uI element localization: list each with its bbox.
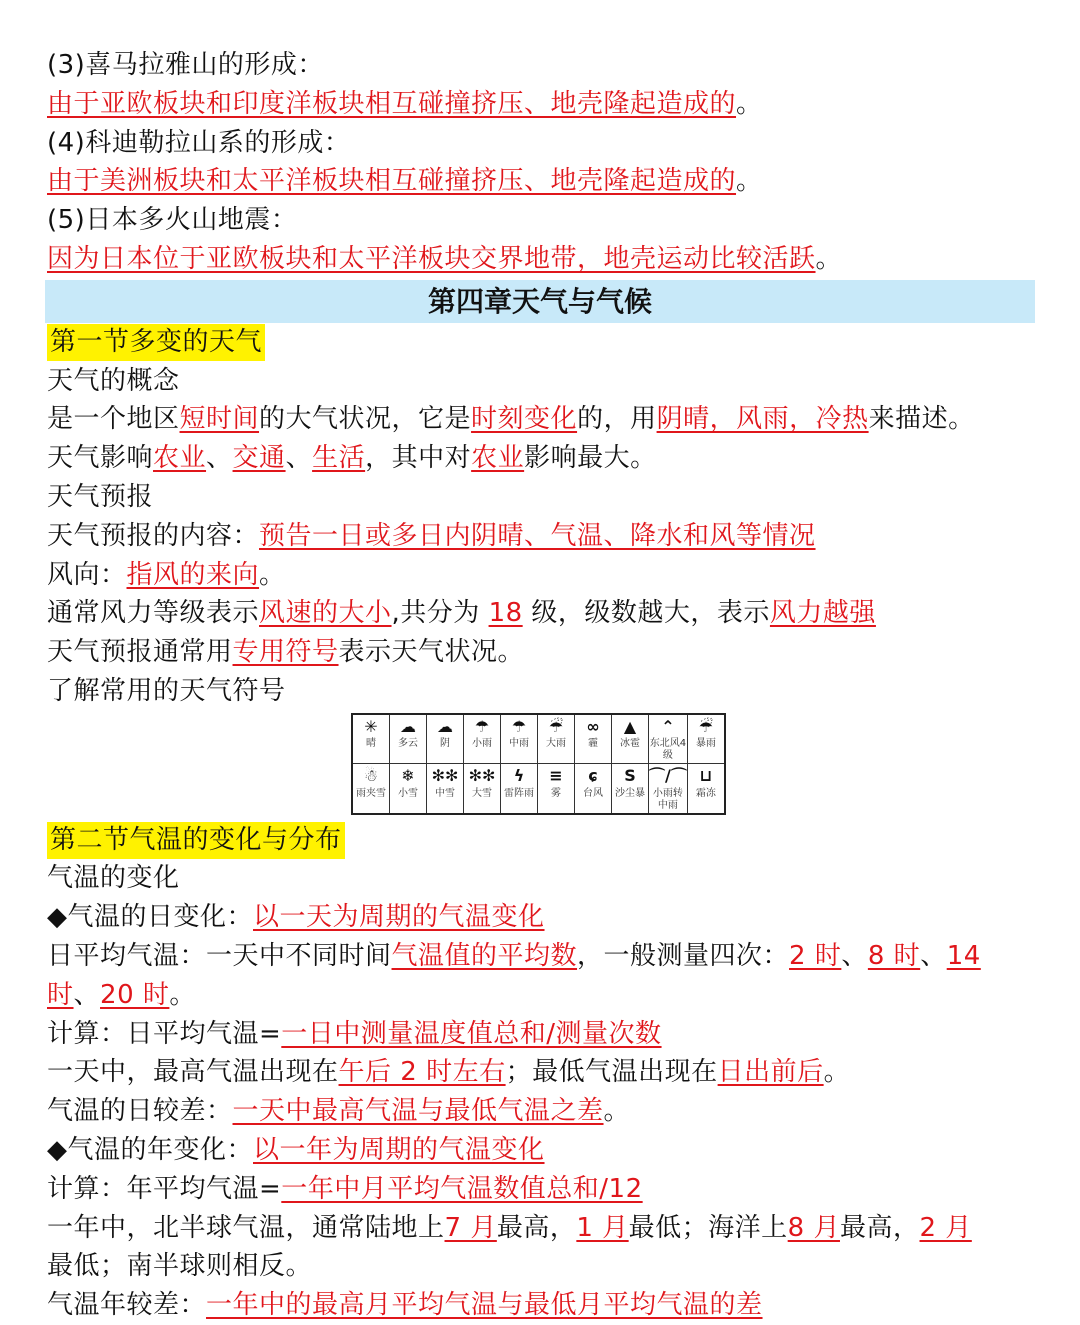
text-line [0, 898, 1080, 937]
answer-text: 一年中的最高月平均气温与最低月平均气温的差 [206, 1290, 763, 1321]
symbol-cell [390, 764, 427, 814]
answer-text: 8 时 [867, 940, 921, 971]
weather-symbol-label: 大雪 [472, 787, 492, 799]
answer-text: 由于亚欧板块和印度洋板块相互碰撞挤压、地壳隆起造成的 [47, 88, 737, 119]
symbol-cell [649, 714, 688, 764]
weather-symbol-label: 大雨 [546, 738, 566, 750]
text-line [0, 1247, 1080, 1286]
text-segment: 天气预报 [47, 481, 154, 512]
text-segment: ，其中对 [365, 443, 472, 474]
answer-text: 时刻变化 [471, 404, 578, 435]
chapter-heading [45, 280, 1035, 323]
text-segment: 。 [736, 166, 763, 197]
text-segment: (5)日本多火山地震： [47, 205, 298, 236]
weather-symbol-icon: ✻✻ [431, 766, 459, 786]
text-segment: 计算：年平均气温= [47, 1173, 282, 1204]
answer-text: 交通 [232, 443, 286, 474]
text-line [0, 439, 1080, 478]
text-line [0, 517, 1080, 556]
text-segment: 、 [841, 940, 868, 971]
answer-text: 气温值的平均数 [391, 940, 578, 971]
section-heading-1 [0, 323, 1080, 362]
text-segment: 影响最大。 [524, 443, 657, 474]
weather-symbol-label: 小雪 [398, 787, 418, 799]
answer-text: 农业 [471, 443, 525, 474]
weather-symbol-label: 东北风4级 [649, 738, 687, 762]
answer-text: 风力越强 [769, 598, 876, 629]
answer-text: 14 [946, 940, 981, 971]
text-segment: 气温的日较差： [47, 1096, 233, 1127]
text-segment: 最高， [496, 1212, 577, 1243]
weather-symbol-label: 阴 [440, 738, 450, 750]
text-line [0, 633, 1080, 672]
text-line [0, 1286, 1080, 1325]
text-line [0, 1170, 1080, 1209]
answer-text: 以一天为周期的气温变化 [253, 902, 545, 933]
answer-text: 阴晴，风雨，冷热 [656, 404, 869, 435]
weather-symbol-label: 霾 [588, 738, 598, 750]
text-segment: ；最低气温出现在 [505, 1057, 718, 1088]
answer-text: 8 月 [787, 1212, 840, 1243]
symbol-cell [575, 714, 612, 764]
weather-symbols-table [351, 713, 726, 815]
symbol-cell [575, 764, 612, 814]
text-line [0, 162, 1080, 201]
text-segment: 来描述。 [868, 404, 975, 435]
weather-symbol-label: 小雨 [472, 738, 492, 750]
text-segment: 天气影响 [47, 443, 154, 474]
weather-symbol-label: 小雨转中雨 [652, 787, 683, 811]
text-segment: (4)科迪勒拉山系的形成： [47, 127, 351, 158]
answer-text: 农业 [153, 443, 207, 474]
answer-text: 时 [47, 979, 74, 1010]
symbol-cell [649, 764, 688, 814]
text-segment: ◆气温的年变化： [47, 1134, 253, 1165]
text-segment: 级，级数越大，表示 [522, 598, 770, 629]
text-line [0, 240, 1080, 279]
answer-text: 预告一日或多日内阴晴、气温、降水和风等情况 [259, 520, 816, 551]
text-line [0, 1053, 1080, 1092]
symbol-cell [501, 764, 538, 814]
text-segment: 气温的变化 [47, 863, 180, 894]
weather-symbol-icon: ☂ [511, 716, 527, 736]
weather-symbol-icon: ☔ [548, 716, 564, 736]
text-segment: 。 [169, 979, 196, 1010]
weather-symbol-label: 雷阵雨 [504, 787, 534, 799]
text-segment: 表示天气状况。 [338, 637, 525, 668]
text-segment: 一年中，北半球气温，通常陆地上 [47, 1212, 445, 1243]
text-segment: 天气预报通常用 [47, 637, 233, 668]
weather-symbol-label: 霜冻 [695, 787, 716, 799]
symbol-cell [612, 764, 649, 814]
weather-symbol-icon: ☃ [363, 766, 379, 786]
answer-text: 一日中测量温度值总和/测量次数 [281, 1018, 662, 1049]
weather-symbol-icon: ✳ [364, 716, 378, 736]
symbol-row [352, 764, 725, 814]
weather-symbol-icon: ☔ [698, 716, 714, 736]
text-segment: ◆气温的日变化： [47, 902, 253, 933]
answer-text: 短时间 [179, 404, 260, 435]
answer-text: 午后 2 时左右 [338, 1057, 506, 1088]
text-line [0, 1209, 1080, 1248]
text-segment: 最高， [839, 1212, 920, 1243]
weather-symbol-icon: ☂ [474, 716, 490, 736]
weather-symbol-label: 台风 [583, 787, 603, 799]
symbol-cell [464, 764, 501, 814]
text-segment: 。 [815, 243, 843, 274]
symbol-cell [464, 714, 501, 764]
section2-title: 第二节气温的变化与分布 [47, 822, 345, 859]
symbol-cell [501, 714, 538, 764]
answer-text: 因为日本位于亚欧板块和太平洋板块交界地带，地壳运动比较活跃 [47, 243, 816, 274]
weather-symbol-icon: ≡ [549, 766, 563, 786]
answer-text: 日出前后 [717, 1057, 824, 1088]
symbol-cell [427, 764, 464, 814]
chapter-title: 第四章天气与气候 [427, 284, 652, 318]
weather-notes [0, 362, 1080, 711]
weather-symbols-figure [0, 711, 1080, 821]
weather-symbol-icon: ϟ [513, 766, 525, 786]
weather-symbol-icon: ▲ [623, 716, 637, 736]
answer-text: 1 月 [576, 1212, 629, 1243]
weather-symbol-label: 雾 [551, 787, 561, 799]
answer-text: 指风的来向 [126, 559, 260, 590]
text-segment: 通常风力等级表示 [47, 598, 260, 629]
text-segment: 最低；南半球则相反。 [47, 1251, 313, 1282]
text-segment: 、 [206, 443, 233, 474]
text-segment: 气温年较差： [47, 1290, 207, 1321]
section1-title: 第一节多变的天气 [47, 324, 265, 361]
text-segment: ，一般测量四次： [577, 940, 790, 971]
text-segment: 风向： [47, 559, 127, 590]
answer-text: 以一年为周期的气温变化 [253, 1134, 545, 1165]
answer-text: 一年中月平均气温数值总和/12 [281, 1173, 643, 1204]
text-line [0, 46, 1080, 85]
weather-symbol-label: 雨夹雪 [356, 787, 386, 799]
weather-symbol-icon: ❄ [401, 766, 415, 786]
text-segment: 。 [259, 559, 286, 590]
section-heading-2 [0, 821, 1080, 860]
text-segment: 。 [603, 1096, 631, 1127]
text-line [0, 556, 1080, 595]
weather-symbol-label: 多云 [398, 738, 418, 750]
text-segment: 的大气状况，它是 [259, 404, 472, 435]
text-segment: 。 [736, 88, 763, 119]
document-page [0, 46, 1080, 1325]
weather-symbol-label: 暴雨 [695, 738, 716, 750]
symbol-cell [687, 714, 725, 764]
weather-symbol-label: 中雪 [435, 787, 455, 799]
symbol-row [352, 714, 725, 764]
symbol-cell [687, 764, 725, 814]
weather-symbol-icon: S [624, 766, 636, 786]
symbol-cell [612, 714, 649, 764]
text-line [0, 594, 1080, 633]
text-segment: 、 [285, 443, 313, 474]
weather-symbol-icon: ✻✻ [468, 766, 496, 786]
text-line [0, 859, 1080, 898]
weather-symbol-icon: ☁ [437, 716, 453, 736]
weather-symbol-label: 中雨 [509, 738, 529, 750]
answer-text: 18 [488, 598, 523, 629]
symbol-cell [538, 714, 575, 764]
text-line [0, 400, 1080, 439]
answer-text: 由于美洲板块和太平洋板块相互碰撞挤压、地壳隆起造成的 [47, 166, 737, 197]
weather-symbol-icon: ɕ [588, 766, 598, 786]
symbol-cell [352, 764, 390, 814]
text-segment: (3)喜马拉雅山的形成： [47, 50, 324, 80]
text-line [0, 1015, 1080, 1054]
text-line [0, 937, 1080, 976]
answer-text: 一天中最高气温与最低气温之差 [232, 1096, 604, 1127]
weather-symbol-label: 冰雹 [620, 738, 640, 750]
symbol-cell [352, 714, 390, 764]
plate-tectonics-notes [0, 46, 1080, 279]
text-segment: 天气预报的内容： [47, 520, 260, 551]
text-line [0, 672, 1080, 711]
symbol-cell [390, 714, 427, 764]
symbol-cell [427, 714, 464, 764]
text-segment: 了解常用的天气符号 [47, 675, 286, 706]
text-segment: 计算：日平均气温= [47, 1018, 282, 1049]
text-segment: 是一个地区 [47, 404, 180, 435]
answer-text: 生活 [312, 443, 366, 474]
text-line [0, 1131, 1080, 1170]
answer-text: 7 月 [444, 1212, 497, 1243]
weather-symbol-icon: ∞ [586, 716, 600, 736]
text-segment: ,共分为 [391, 598, 489, 629]
weather-symbol-label: 晴 [366, 738, 376, 750]
text-line [0, 124, 1080, 163]
weather-symbol-label: 沙尘暴 [615, 787, 645, 799]
text-segment: 最低；海洋上 [628, 1212, 788, 1243]
temperature-notes [0, 859, 1080, 1325]
answer-text: 风速的大小 [259, 598, 392, 629]
weather-symbol-icon: ⌒/⌒ [649, 766, 687, 786]
text-segment: 天气的概念 [47, 365, 180, 396]
answer-text: 专用符号 [232, 637, 339, 668]
weather-symbol-icon: ⌃ [661, 716, 675, 736]
text-segment: 日平均气温：一天中不同时间 [47, 940, 392, 971]
weather-symbol-icon: ☁ [400, 716, 416, 736]
text-segment: 的，用 [577, 404, 657, 435]
text-segment: 、 [73, 979, 101, 1010]
text-line [0, 362, 1080, 401]
text-line [0, 1092, 1080, 1131]
answer-text: 2 时 [789, 940, 842, 971]
answer-text: 20 时 [100, 979, 170, 1010]
text-line [0, 478, 1080, 517]
text-segment: 。 [823, 1057, 851, 1088]
text-line [0, 85, 1080, 124]
text-segment: 一天中，最高气温出现在 [47, 1057, 339, 1088]
answer-text: 2 月 [919, 1212, 972, 1243]
text-segment: 、 [920, 940, 947, 971]
weather-symbol-icon: ⊔ [699, 766, 713, 786]
text-line [0, 201, 1080, 240]
text-line [0, 976, 1080, 1015]
symbol-cell [538, 764, 575, 814]
